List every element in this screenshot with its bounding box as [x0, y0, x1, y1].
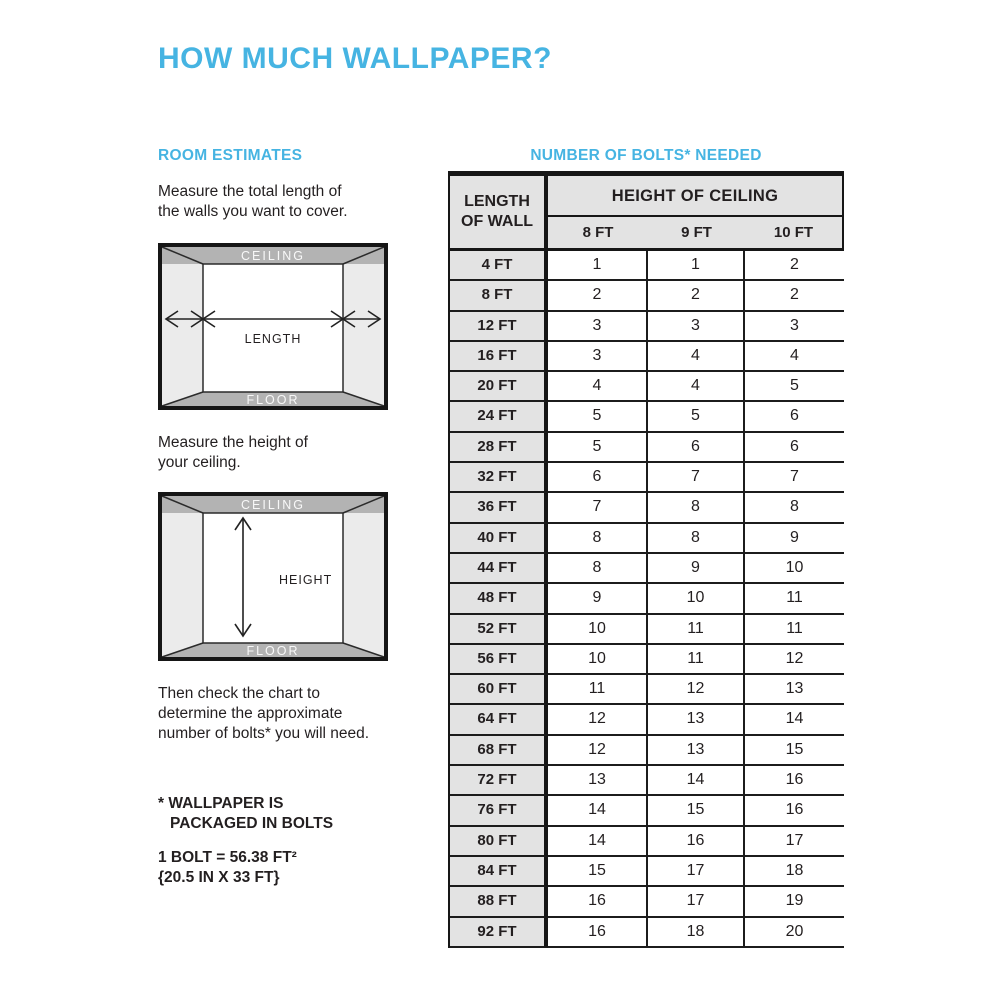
length-of-wall-header: LENGTH OF WALL — [450, 176, 548, 248]
bolts-value-cell: 11 — [648, 645, 745, 675]
right-wall — [343, 496, 384, 657]
bolts-value-cell: 10 — [548, 645, 648, 675]
wall-length-cell: 28 FT — [450, 433, 548, 463]
table-row — [450, 796, 844, 826]
bolts-footnote — [158, 794, 333, 833]
height-of-ceiling-header: HEIGHT OF CEILING — [548, 176, 842, 217]
bolts-value-cell: 13 — [648, 736, 745, 766]
bolts-table-header — [450, 176, 844, 251]
bolt-size-line: {20.5 IN X 33 FT} — [158, 868, 280, 886]
bolts-table-heading: NUMBER OF BOLTS* NEEDED — [530, 147, 762, 164]
bolts-value-cell: 17 — [745, 827, 844, 857]
wall-length-cell: 72 FT — [450, 766, 548, 796]
room-length-diagram — [158, 243, 388, 410]
bolts-value-cell: 5 — [548, 433, 648, 463]
bolts-value-cell: 4 — [648, 342, 745, 372]
bolt-size-line: 1 BOLT = 56.38 FT² — [158, 849, 297, 866]
wall-length-cell: 12 FT — [450, 312, 548, 342]
bolts-value-cell: 16 — [548, 887, 648, 917]
footnote-line: PACKAGED IN BOLTS — [170, 814, 334, 832]
wall-length-cell: 8 FT — [450, 281, 548, 311]
bolts-value-cell: 14 — [745, 705, 844, 735]
wall-length-cell: 48 FT — [450, 584, 548, 614]
bolts-value-cell: 1 — [648, 251, 745, 281]
length-dimension-label: LENGTH — [244, 332, 302, 346]
wall-length-cell: 84 FT — [450, 857, 548, 887]
bolts-value-cell: 15 — [745, 736, 844, 766]
bolts-value-cell: 7 — [745, 463, 844, 493]
bolts-value-cell: 19 — [745, 887, 844, 917]
table-row — [450, 554, 844, 584]
left-wall — [162, 496, 203, 657]
wall-length-cell: 16 FT — [450, 342, 548, 372]
bolts-value-cell: 14 — [648, 766, 745, 796]
table-row — [450, 372, 844, 402]
right-wall — [343, 247, 384, 406]
wall-length-cell: 56 FT — [450, 645, 548, 675]
column-header-10ft: 10 FT — [773, 224, 814, 241]
height-dimension-label: HEIGHT — [279, 573, 333, 587]
bolts-value-cell: 8 — [648, 493, 745, 523]
table-row — [450, 615, 844, 645]
wall-length-cell: 60 FT — [450, 675, 548, 705]
wall-length-cell: 52 FT — [450, 615, 548, 645]
bolts-value-cell: 15 — [548, 857, 648, 887]
bolts-value-cell: 2 — [745, 281, 844, 311]
column-header-8ft: 8 FT — [582, 224, 614, 241]
bolts-value-cell: 2 — [648, 281, 745, 311]
bolts-value-cell: 3 — [745, 312, 844, 342]
instruction-line: Measure the total length of — [158, 183, 342, 200]
wall-length-cell: 20 FT — [450, 372, 548, 402]
bolts-value-cell: 12 — [548, 705, 648, 735]
bolts-value-cell: 2 — [548, 281, 648, 311]
bolts-value-cell: 10 — [745, 554, 844, 584]
page-title: HOW MUCH WALLPAPER? — [158, 42, 552, 75]
room-height-diagram — [158, 492, 388, 661]
room-estimates-heading: ROOM ESTIMATES — [158, 147, 303, 164]
bolts-value-cell: 12 — [745, 645, 844, 675]
wall-length-cell: 68 FT — [450, 736, 548, 766]
wall-length-cell: 32 FT — [450, 463, 548, 493]
bolts-value-cell: 17 — [648, 857, 745, 887]
floor-label: FLOOR — [246, 644, 300, 658]
bolts-value-cell: 16 — [745, 766, 844, 796]
bolt-size-note — [158, 848, 297, 887]
bolts-value-cell: 10 — [648, 584, 745, 614]
bolts-value-cell: 6 — [548, 463, 648, 493]
table-row — [450, 766, 844, 796]
instruction-line: your ceiling. — [158, 454, 241, 471]
bolts-value-cell: 12 — [648, 675, 745, 705]
bolts-value-cell: 9 — [745, 524, 844, 554]
instruction-line: Then check the chart to — [158, 685, 320, 702]
bolts-value-cell: 5 — [648, 402, 745, 432]
table-row — [450, 312, 844, 342]
instruction-line: determine the approximate — [158, 705, 343, 722]
floor-label: FLOOR — [246, 393, 300, 407]
bolts-value-cell: 15 — [648, 796, 745, 826]
bolts-value-cell: 5 — [548, 402, 648, 432]
table-row — [450, 918, 844, 948]
bolts-value-cell: 16 — [648, 827, 745, 857]
bolts-value-cell: 9 — [548, 584, 648, 614]
wall-length-cell: 4 FT — [450, 251, 548, 281]
bolts-value-cell: 8 — [745, 493, 844, 523]
wall-length-cell: 64 FT — [450, 705, 548, 735]
bolts-value-cell: 10 — [548, 615, 648, 645]
bolts-value-cell: 6 — [745, 402, 844, 432]
bolts-value-cell: 8 — [548, 554, 648, 584]
ceiling-label: CEILING — [240, 498, 306, 512]
bolts-value-cell: 11 — [548, 675, 648, 705]
bolts-value-cell: 20 — [745, 918, 844, 948]
table-row — [450, 433, 844, 463]
bolts-value-cell: 13 — [548, 766, 648, 796]
bolts-value-cell: 3 — [548, 342, 648, 372]
bolts-table — [448, 171, 844, 948]
bolts-value-cell: 6 — [745, 433, 844, 463]
table-row — [450, 342, 844, 372]
wall-length-cell: 76 FT — [450, 796, 548, 826]
table-row — [450, 675, 844, 705]
table-row — [450, 705, 844, 735]
bolts-value-cell: 9 — [648, 554, 745, 584]
bolts-value-cell: 14 — [548, 796, 648, 826]
bolts-value-cell: 17 — [648, 887, 745, 917]
instruction-line: the walls you want to cover. — [158, 203, 348, 220]
instruction-check-chart — [158, 684, 369, 744]
bolts-value-cell: 8 — [648, 524, 745, 554]
column-header-9ft: 9 FT — [681, 224, 712, 241]
bolts-value-cell: 7 — [548, 493, 648, 523]
bolts-table-body — [450, 251, 844, 948]
bolts-value-cell: 13 — [745, 675, 844, 705]
instruction-line: number of bolts* you will need. — [158, 725, 370, 742]
bolts-value-cell: 4 — [745, 342, 844, 372]
bolts-value-cell: 11 — [745, 584, 844, 614]
bolts-value-cell: 3 — [648, 312, 745, 342]
table-row — [450, 402, 844, 432]
bolts-value-cell: 2 — [745, 251, 844, 281]
table-row — [450, 887, 844, 917]
wall-length-cell: 80 FT — [450, 827, 548, 857]
table-row — [450, 584, 844, 614]
footnote-line: * WALLPAPER IS — [158, 795, 284, 812]
bolts-value-cell: 11 — [648, 615, 745, 645]
table-row — [450, 493, 844, 523]
ceiling-label: CEILING — [240, 249, 306, 263]
table-row — [450, 827, 844, 857]
bolts-value-cell: 8 — [548, 524, 648, 554]
bolts-value-cell: 13 — [648, 705, 745, 735]
bolts-value-cell: 16 — [548, 918, 648, 948]
wall-length-cell: 88 FT — [450, 887, 548, 917]
table-row — [450, 524, 844, 554]
wall-length-cell: 36 FT — [450, 493, 548, 523]
wall-length-cell: 92 FT — [450, 918, 548, 948]
instruction-measure-height — [158, 433, 308, 473]
bolts-value-cell: 3 — [548, 312, 648, 342]
bolts-value-cell: 7 — [648, 463, 745, 493]
bolts-value-cell: 12 — [548, 736, 648, 766]
bolts-value-cell: 11 — [745, 615, 844, 645]
bolts-value-cell: 1 — [548, 251, 648, 281]
bolts-value-cell: 4 — [548, 372, 648, 402]
wall-length-cell: 24 FT — [450, 402, 548, 432]
wall-length-cell: 44 FT — [450, 554, 548, 584]
instruction-measure-length — [158, 182, 348, 222]
left-wall — [162, 247, 203, 406]
bolts-value-cell: 18 — [648, 918, 745, 948]
table-row — [450, 857, 844, 887]
bolts-value-cell: 14 — [548, 827, 648, 857]
bolts-value-cell: 4 — [648, 372, 745, 402]
instruction-line: Measure the height of — [158, 434, 308, 451]
bolts-value-cell: 5 — [745, 372, 844, 402]
bolts-value-cell: 16 — [745, 796, 844, 826]
table-row — [450, 736, 844, 766]
table-row — [450, 281, 844, 311]
back-wall — [203, 264, 343, 392]
table-row — [450, 463, 844, 493]
wall-length-cell: 40 FT — [450, 524, 548, 554]
table-row — [450, 645, 844, 675]
table-row — [450, 251, 844, 281]
bolts-value-cell: 18 — [745, 857, 844, 887]
bolts-value-cell: 6 — [648, 433, 745, 463]
